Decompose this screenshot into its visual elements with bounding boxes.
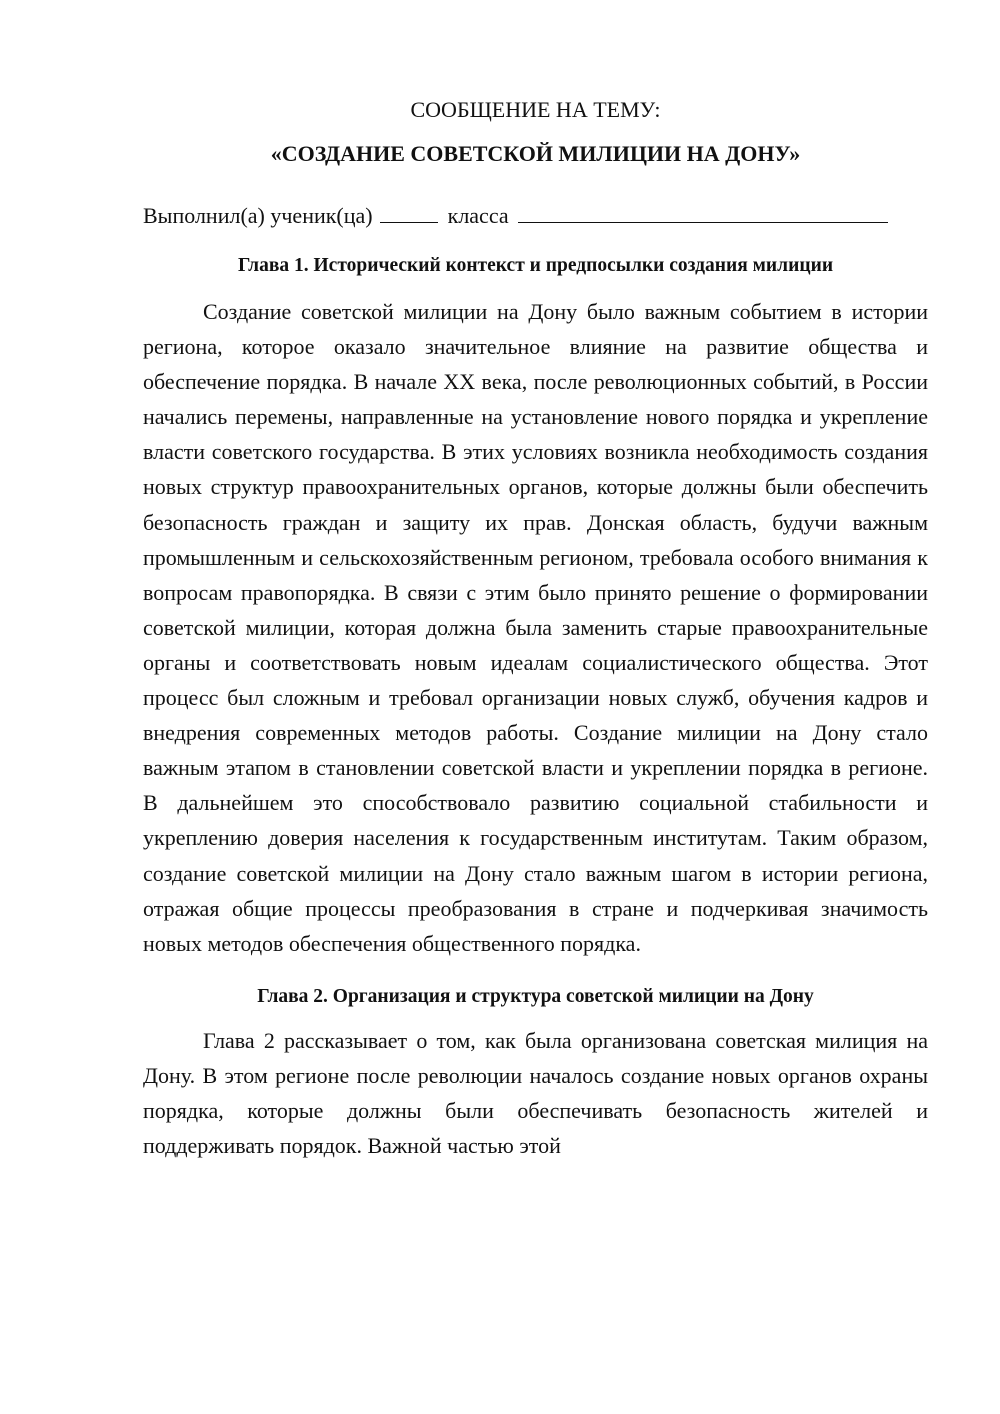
- chapter-2-paragraph: Глава 2 рассказывает о том, как была организована советская милиция на Дону. В этом регионе после революции началось создание новых органов охраны порядка, которые должны были обеспечивать безопасность жителей и поддерживать порядок. Важной частью этой: [143, 1027, 928, 1159]
- author-prefix: Выполнил(а) ученик(ца): [143, 203, 373, 228]
- chapter-1-heading: Глава 1. Исторический контекст и предпосылки создания милиции: [237, 255, 834, 276]
- author-line: [143, 198, 928, 234]
- document-page: [143, 92, 928, 1163]
- chapter-1-paragraph: Создание советской милиции на Дону было важным событием в истории региона, которое оказало значительное влияние на развитие общества и обеспечение порядка. В начале XX века, после революционных событий, в России начались перемены, направленные на установление нового порядка и укрепление власти советского государства. В этих условиях возникла необходимость создания новых структур правоохранительных органов, которые должны были обеспечить безопасность граждан и защиту их прав. Донская область, будучи важным промышленным и сельскохозяйственным регионом, требовала особого внимания к вопросам правопорядка. В связи с этим было принято решение о формировании советской милиции, которая должна была заменить старые правоохранительные органы и соответствовать новым идеалам социалистического общества. Этот процесс был сложным и требовал организации новых служб, обучения кадров и внедрения современных методов работы. Создание милиции на Дону стало важным этапом в становлении советской власти и укреплении порядка в регионе. В дальнейшем это способствовало развитию социальной стабильности и укреплению доверия населения к государственным институтам. Таким образом, создание советской милиции на Дону стало важным шагом в истории региона, отражая общие процессы преобразования в стране и подчеркивая значимость новых методов обеспечения общественного порядка.: [143, 299, 928, 956]
- document-title-line-2: «СОЗДАНИЕ СОВЕТСКОЙ МИЛИЦИИ НА ДОНУ»: [270, 141, 801, 166]
- author-class-word: класса: [447, 203, 509, 228]
- document-title-line-1: СООБЩЕНИЕ НА ТЕМУ:: [410, 97, 661, 122]
- author-name-blank[interactable]: [518, 202, 888, 223]
- class-number-blank[interactable]: [380, 202, 438, 223]
- chapter-2-heading: Глава 2. Организация и структура советской милиции на Дону: [257, 985, 814, 1007]
